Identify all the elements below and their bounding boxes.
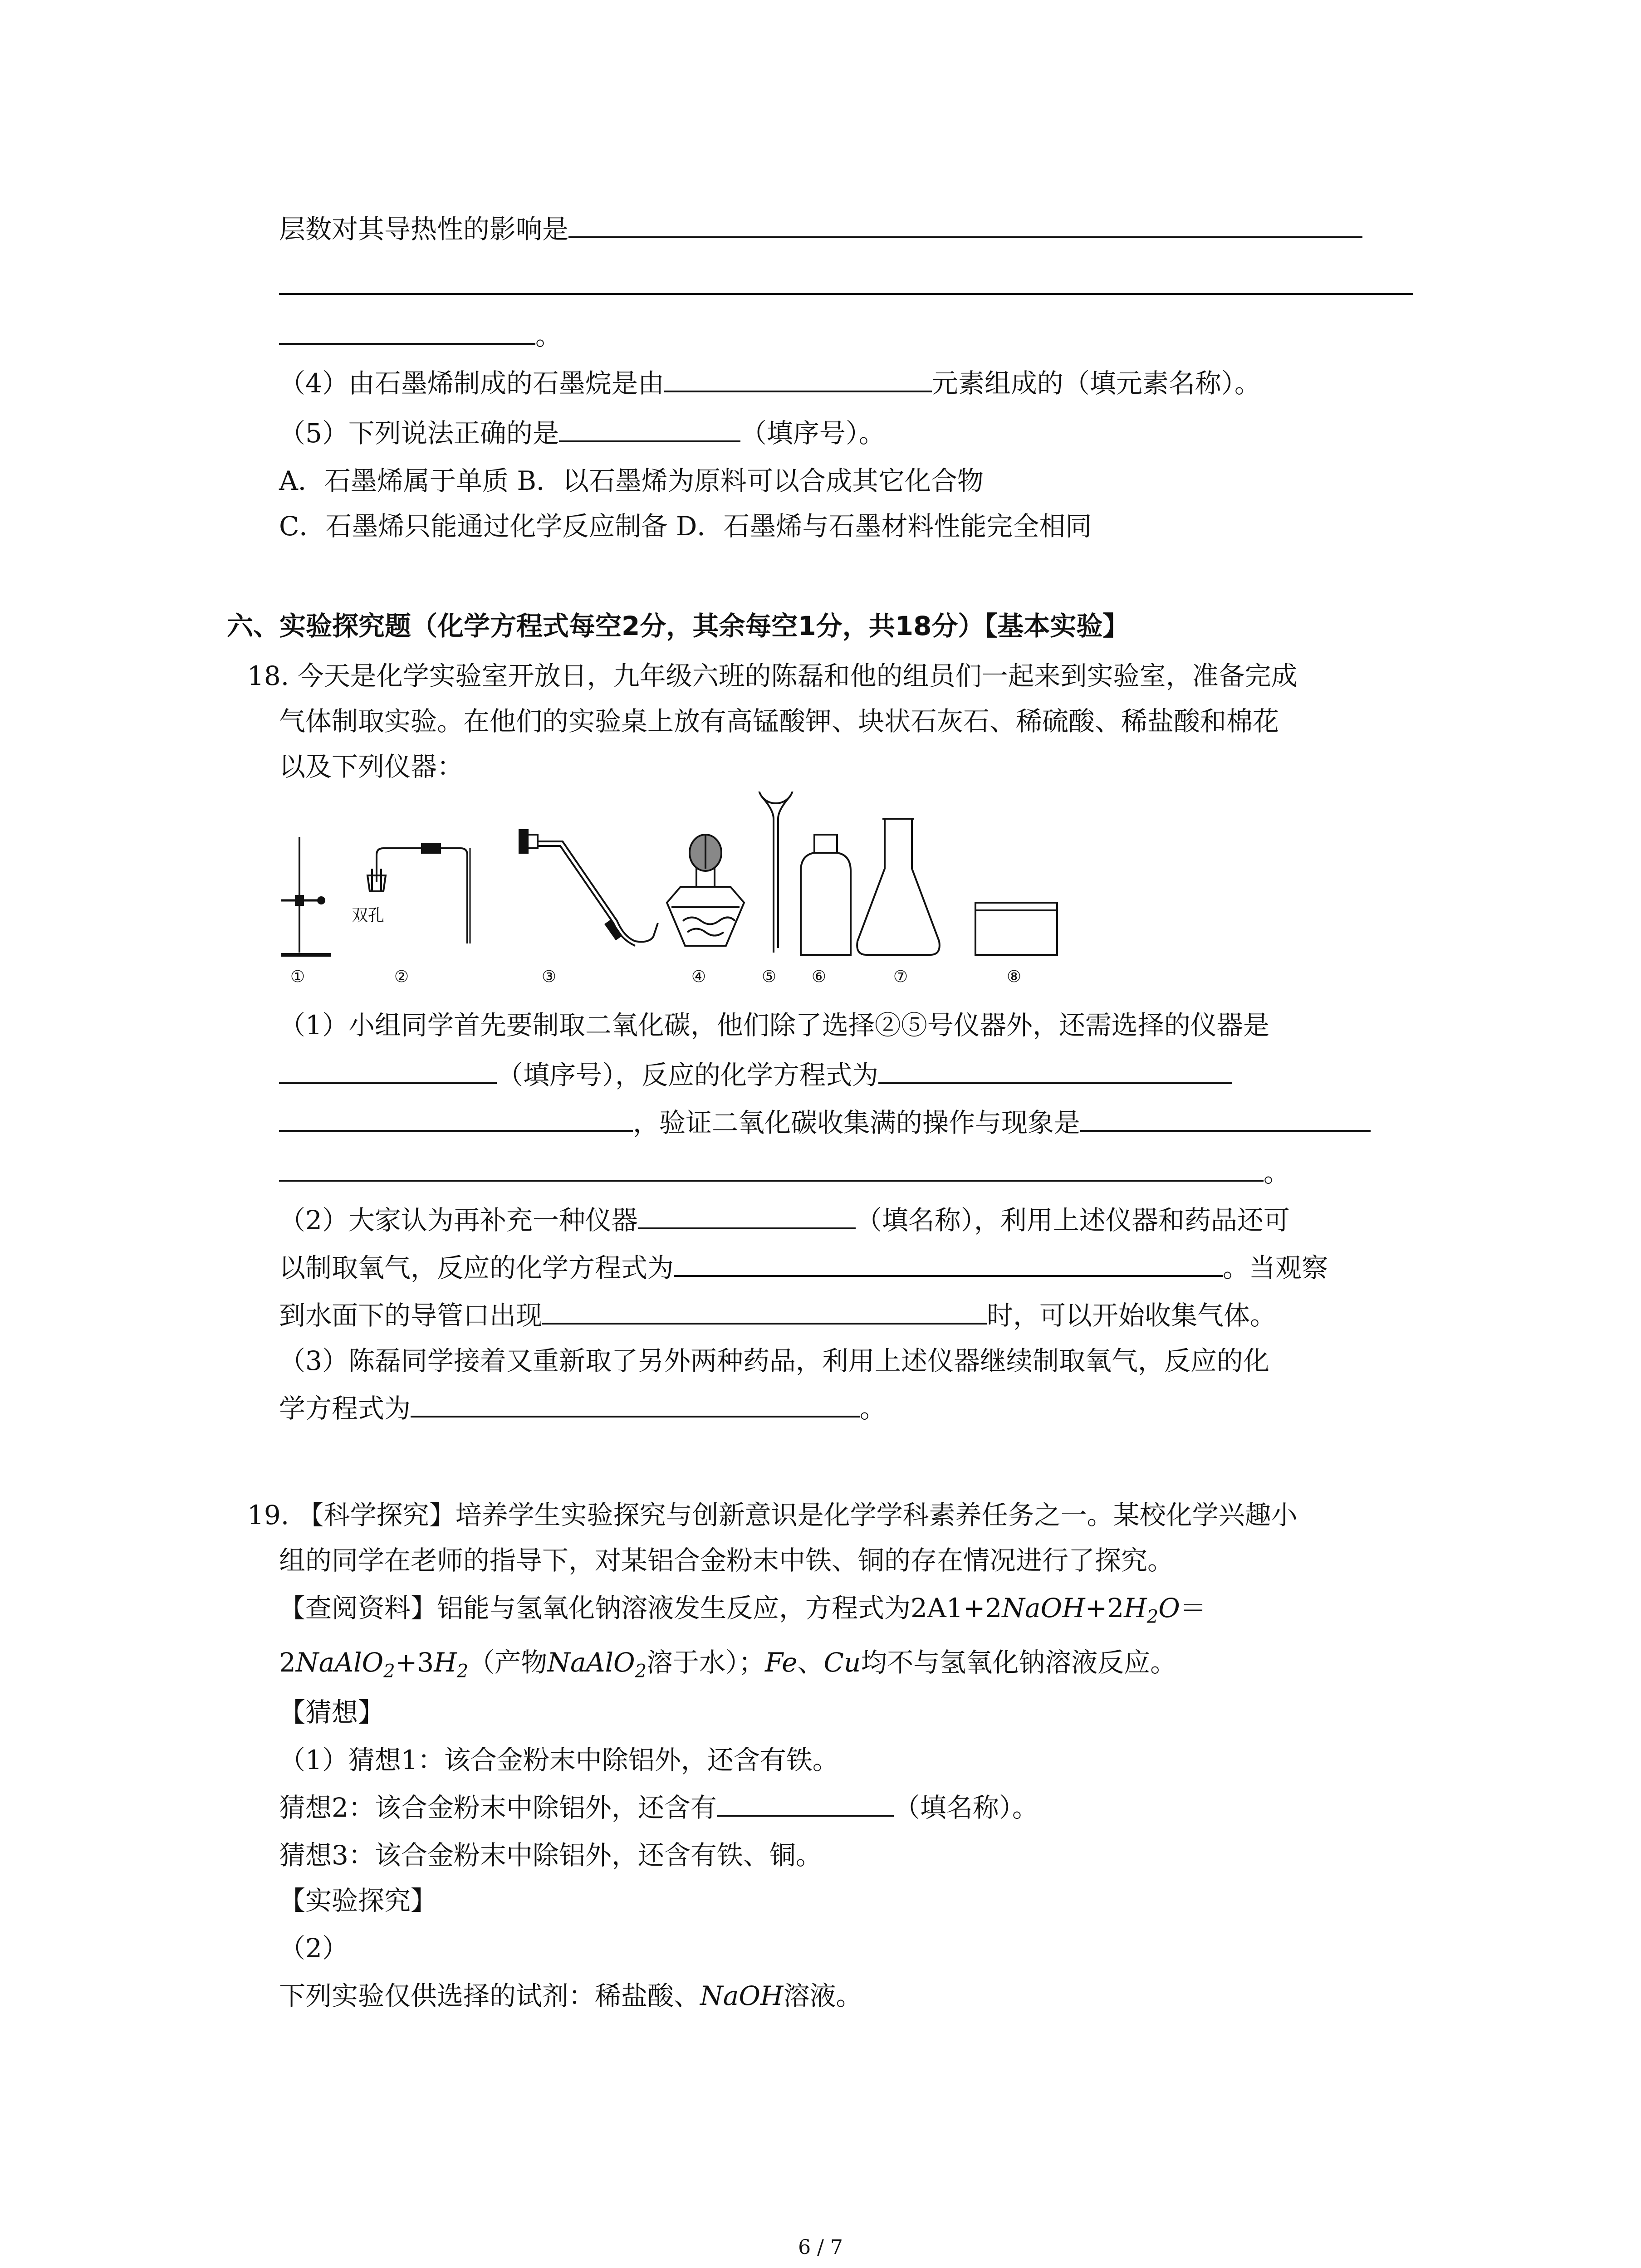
answer-blank[interactable] <box>279 1058 497 1084</box>
option-a: A．石墨烯属于单质 <box>279 465 509 496</box>
section-heading: 六、实验探究题（化学方程式每空2分，其余每空1分，共18分）【基本实验】 <box>227 611 1129 641</box>
label-6: ⑥ <box>811 968 827 986</box>
q17-line-thermal: 层数对其导热性的影响是 <box>279 211 1362 247</box>
q17-options-ab <box>279 463 984 499</box>
q18-part2-line2: 以制取氧气，反应的化学方程式为 。当观察 <box>279 1250 1328 1286</box>
q18-stem-3: 以及下列仪器： <box>279 751 464 782</box>
answer-blank[interactable] <box>411 1391 860 1418</box>
label-5: ⑤ <box>761 968 777 986</box>
long-neck-funnel-icon <box>759 792 793 953</box>
answer-blank[interactable] <box>664 366 932 392</box>
page-number: 6 / 7 <box>798 2236 843 2259</box>
gas-bottle-icon <box>801 835 851 955</box>
answer-blank[interactable] <box>568 212 1362 238</box>
stopper-label: 双孔 <box>352 906 385 925</box>
q17-line-blank <box>279 268 1413 304</box>
q17-options-cd <box>279 508 1092 544</box>
q19-part2: （2） <box>279 1933 348 1964</box>
experiment-heading: 【实验探究】 <box>279 1885 437 1916</box>
guess-1: （1）猜想1：该合金粉末中除铝外，还含有铁。 <box>279 1745 839 1775</box>
q17-line-end: 。 <box>279 318 562 354</box>
answer-blank[interactable] <box>542 1298 987 1325</box>
label-3: ③ <box>541 968 557 986</box>
q19-reference-line2: $2NaAlO_2+3H_2$（产物NaAlO$_2$溶于水）；Fe、Cu均不与氢氧化钠溶液反应。 <box>279 1647 1177 1682</box>
q18-part1-line1: （1）小组同学首先要制取二氧化碳，他们除了选择②⑤号仪器外，还需选择的仪器是 <box>279 1010 1269 1041</box>
q19-stem-2: 组的同学在老师的指导下，对某铝合金粉末中铁、铜的存在情况进行了探究。 <box>279 1545 1174 1576</box>
q19-reference-line1: 【查阅资料】铝能与氢氧化钠溶液发生反应，方程式为$2A1+2NaOH+2H_2O=$ <box>279 1593 1206 1628</box>
q18-part1-line4: 。 <box>279 1154 1290 1191</box>
iron-stand-icon <box>281 837 331 955</box>
option-d: D．石墨烯与石墨材料性能完全相同 <box>676 511 1092 542</box>
guess-2: 猜想2：该合金粉末中除铝外，还含有 （填名称）。 <box>279 1789 1038 1826</box>
q17-part5: （5）下列说法正确的是 （填序号）。 <box>279 415 885 451</box>
label-1: ① <box>290 968 305 986</box>
answer-blank[interactable] <box>279 1155 1264 1182</box>
q18-part1-line2: （填序号），反应的化学方程式为 <box>279 1057 1232 1093</box>
q19-reagents: 下列实验仅供选择的试剂：稀盐酸、NaOH溶液。 <box>279 1980 862 2011</box>
q18-stem-2: 气体制取实验。在他们的实验桌上放有高锰酸钾、块状石灰石、稀硫酸、稀盐酸和棉花 <box>279 706 1279 737</box>
two-hole-stopper-tube-icon <box>367 844 470 943</box>
q18-part3-line1: （3）陈磊同学接着又重新取了另外两种药品，利用上述仪器继续制取氧气，反应的化 <box>279 1345 1269 1376</box>
option-c: C．石墨烯只能通过化学反应制备 <box>279 511 668 542</box>
label-7: ⑦ <box>893 968 908 986</box>
answer-blank[interactable] <box>878 1058 1232 1084</box>
answer-blank[interactable] <box>279 318 535 345</box>
option-b: B．以石墨烯为原料可以合成其它化合物 <box>517 465 984 496</box>
guess-heading: 【猜想】 <box>279 1697 385 1728</box>
answer-blank[interactable] <box>674 1251 1223 1277</box>
q18-part2-line3: 到水面下的导管口出现 时，可以开始收集气体。 <box>279 1297 1276 1334</box>
q17-part4: （4）由石墨烯制成的石墨烷是由 元素组成的（填元素名称）。 <box>279 365 1261 401</box>
q18-part2-line1: （2）大家认为再补充一种仪器 （填名称），利用上述仪器和药品还可 <box>279 1202 1290 1238</box>
label-2: ② <box>394 968 409 986</box>
answer-blank[interactable] <box>638 1203 856 1229</box>
q18-part1-line3: ，验证二氧化碳收集满的操作与现象是 <box>279 1105 1371 1141</box>
q18-stem-1: 18. 今天是化学实验室开放日，九年级六班的陈磊和他的组员们一起来到实验室，准备完成 <box>247 660 1298 691</box>
guess-3: 猜想3：该合金粉末中除铝外，还含有铁、铜。 <box>279 1840 822 1871</box>
q19-stem-1: 19. 【科学探究】培养学生实验探究与创新意识是化学学科素养任务之一。某校化学兴趣小 <box>247 1500 1298 1530</box>
stopper-long-tube-icon <box>519 830 658 946</box>
answer-blank[interactable] <box>279 269 1413 295</box>
conical-flask-icon <box>857 819 940 955</box>
alcohol-lamp-icon <box>667 835 744 946</box>
answer-blank[interactable] <box>717 1790 894 1817</box>
lab-apparatus-figure <box>272 792 1098 1009</box>
answer-blank[interactable] <box>559 416 740 442</box>
answer-blank[interactable] <box>1080 1105 1371 1132</box>
q18-part3-line2: 学方程式为 。 <box>279 1390 886 1427</box>
water-trough-icon <box>975 903 1057 955</box>
label-8: ⑧ <box>1006 968 1022 986</box>
label-4: ④ <box>691 968 706 986</box>
answer-blank[interactable] <box>279 1105 633 1132</box>
